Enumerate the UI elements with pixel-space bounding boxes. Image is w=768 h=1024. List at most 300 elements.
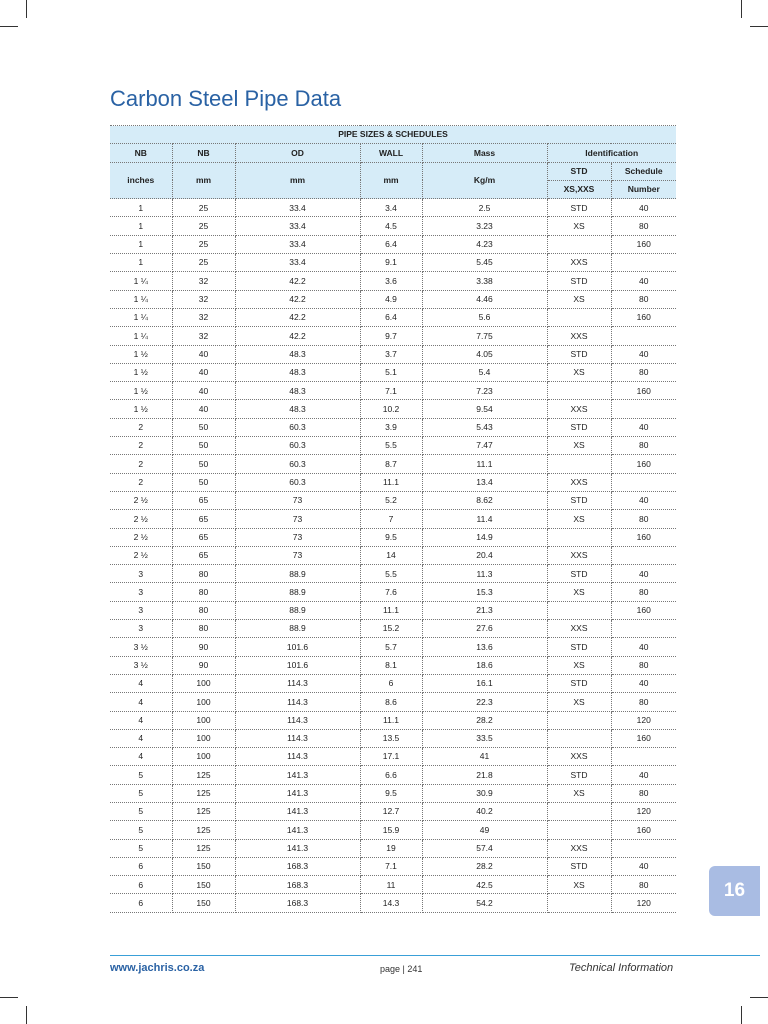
- table-row: [110, 565, 676, 583]
- cell-mass: 49: [422, 821, 547, 839]
- footer-section: Technical Information: [569, 962, 674, 974]
- cell-mass: 11.1: [422, 455, 547, 473]
- cell-mass: 9.54: [422, 400, 547, 418]
- cell-mass: 30.9: [422, 784, 547, 802]
- cell-od: 48.3: [235, 382, 360, 400]
- cell-od: 114.3: [235, 748, 360, 766]
- cell-identification: XXS: [547, 254, 611, 272]
- cell-nb-mm: 150: [172, 876, 235, 894]
- crop-mark: [750, 26, 768, 27]
- table-row: [110, 620, 676, 638]
- cell-nb-mm: 80: [172, 601, 235, 619]
- cell-identification: [547, 528, 611, 546]
- table-row: [110, 601, 676, 619]
- crop-mark: [741, 0, 742, 18]
- cell-wall: 9.5: [360, 784, 422, 802]
- table-row: [110, 400, 676, 418]
- table-row: [110, 327, 676, 345]
- crop-mark: [750, 997, 768, 998]
- cell-nb-mm: 40: [172, 382, 235, 400]
- table-row: [110, 857, 676, 875]
- table-row: [110, 839, 676, 857]
- cell-identification: XS: [547, 217, 611, 235]
- cell-mass: 41: [422, 748, 547, 766]
- crop-mark: [741, 1006, 742, 1024]
- cell-nb-inches: 3: [110, 583, 172, 601]
- cell-nb-mm: 50: [172, 418, 235, 436]
- cell-nb-mm: 65: [172, 491, 235, 509]
- cell-identification: XS: [547, 656, 611, 674]
- cell-mass: 7.47: [422, 437, 547, 455]
- table-row: [110, 491, 676, 509]
- table-row: [110, 802, 676, 820]
- cell-identification: STD: [547, 491, 611, 509]
- header-xs-xxs: XS,XXS: [547, 180, 611, 198]
- cell-nb-mm: 125: [172, 784, 235, 802]
- cell-nb-mm: 125: [172, 821, 235, 839]
- cell-nb-inches: 3: [110, 601, 172, 619]
- cell-nb-mm: 40: [172, 400, 235, 418]
- table-row: [110, 674, 676, 692]
- cell-od: 73: [235, 491, 360, 509]
- cell-schedule: 40: [611, 272, 676, 290]
- cell-mass: 4.46: [422, 290, 547, 308]
- cell-nb-inches: 4: [110, 729, 172, 747]
- cell-od: 33.4: [235, 254, 360, 272]
- header-nb-inches: NB: [110, 144, 172, 162]
- cell-od: 48.3: [235, 400, 360, 418]
- cell-nb-inches: 1 ¼: [110, 327, 172, 345]
- cell-schedule: 80: [611, 290, 676, 308]
- unit-inches: inches: [110, 162, 172, 199]
- cell-od: 73: [235, 546, 360, 564]
- header-mass: Mass: [422, 144, 547, 162]
- cell-schedule: 160: [611, 455, 676, 473]
- cell-mass: 40.2: [422, 802, 547, 820]
- cell-mass: 22.3: [422, 693, 547, 711]
- cell-od: 33.4: [235, 235, 360, 253]
- cell-identification: XXS: [547, 400, 611, 418]
- table-row: [110, 546, 676, 564]
- cell-od: 88.9: [235, 583, 360, 601]
- cell-nb-mm: 100: [172, 711, 235, 729]
- cell-nb-inches: 4: [110, 748, 172, 766]
- cell-wall: 8.1: [360, 656, 422, 674]
- cell-od: 141.3: [235, 784, 360, 802]
- cell-nb-inches: 1 ½: [110, 345, 172, 363]
- crop-mark: [26, 0, 27, 18]
- cell-identification: XS: [547, 583, 611, 601]
- cell-identification: STD: [547, 565, 611, 583]
- cell-mass: 21.8: [422, 766, 547, 784]
- table-row: [110, 784, 676, 802]
- cell-wall: 8.7: [360, 455, 422, 473]
- cell-wall: 15.2: [360, 620, 422, 638]
- cell-wall: 8.6: [360, 693, 422, 711]
- cell-schedule: 40: [611, 199, 676, 217]
- cell-schedule: 160: [611, 729, 676, 747]
- cell-schedule: 40: [611, 418, 676, 436]
- table-row: [110, 876, 676, 894]
- cell-schedule: 160: [611, 235, 676, 253]
- cell-mass: 3.38: [422, 272, 547, 290]
- page-title: Carbon Steel Pipe Data: [110, 86, 342, 111]
- cell-identification: [547, 601, 611, 619]
- cell-nb-inches: 2 ½: [110, 528, 172, 546]
- header-std: STD: [547, 162, 611, 180]
- cell-identification: STD: [547, 272, 611, 290]
- header-nb-mm: NB: [172, 144, 235, 162]
- cell-identification: STD: [547, 638, 611, 656]
- cell-schedule: 160: [611, 382, 676, 400]
- cell-nb-mm: 80: [172, 583, 235, 601]
- cell-wall: 5.2: [360, 491, 422, 509]
- footer-website: www.jachris.co.za: [110, 962, 205, 974]
- table-row: [110, 766, 676, 784]
- cell-nb-mm: 100: [172, 729, 235, 747]
- cell-nb-inches: 3 ½: [110, 656, 172, 674]
- cell-mass: 16.1: [422, 674, 547, 692]
- cell-nb-mm: 80: [172, 620, 235, 638]
- cell-nb-mm: 150: [172, 894, 235, 912]
- cell-mass: 5.45: [422, 254, 547, 272]
- cell-wall: 11.1: [360, 473, 422, 491]
- cell-nb-inches: 1: [110, 199, 172, 217]
- crop-mark: [0, 26, 18, 27]
- cell-mass: 42.5: [422, 876, 547, 894]
- table-row: [110, 382, 676, 400]
- cell-mass: 20.4: [422, 546, 547, 564]
- cell-nb-inches: 2: [110, 455, 172, 473]
- cell-nb-inches: 2: [110, 418, 172, 436]
- table-row: [110, 656, 676, 674]
- cell-nb-inches: 5: [110, 766, 172, 784]
- cell-schedule: 80: [611, 876, 676, 894]
- table-row: [110, 455, 676, 473]
- cell-nb-mm: 80: [172, 565, 235, 583]
- cell-schedule: 40: [611, 565, 676, 583]
- cell-od: 60.3: [235, 437, 360, 455]
- cell-od: 114.3: [235, 693, 360, 711]
- cell-wall: 3.6: [360, 272, 422, 290]
- table-row: [110, 748, 676, 766]
- cell-nb-inches: 5: [110, 839, 172, 857]
- cell-od: 42.2: [235, 290, 360, 308]
- cell-nb-mm: 125: [172, 766, 235, 784]
- cell-nb-mm: 65: [172, 510, 235, 528]
- table-row: [110, 729, 676, 747]
- cell-identification: STD: [547, 418, 611, 436]
- cell-nb-inches: 1: [110, 254, 172, 272]
- cell-schedule: 40: [611, 857, 676, 875]
- cell-mass: 13.6: [422, 638, 547, 656]
- cell-mass: 5.6: [422, 308, 547, 326]
- cell-schedule: 40: [611, 674, 676, 692]
- cell-schedule: [611, 748, 676, 766]
- cell-od: 60.3: [235, 418, 360, 436]
- cell-wall: 6.6: [360, 766, 422, 784]
- cell-schedule: [611, 254, 676, 272]
- crop-mark: [26, 1006, 27, 1024]
- table-row: [110, 437, 676, 455]
- cell-wall: 17.1: [360, 748, 422, 766]
- unit-mm: mm: [172, 162, 235, 199]
- cell-wall: 9.1: [360, 254, 422, 272]
- cell-identification: [547, 235, 611, 253]
- table-row: [110, 235, 676, 253]
- cell-schedule: [611, 546, 676, 564]
- cell-nb-inches: 6: [110, 876, 172, 894]
- cell-wall: 6.4: [360, 235, 422, 253]
- cell-schedule: 120: [611, 894, 676, 912]
- cell-schedule: 160: [611, 601, 676, 619]
- table-body: [110, 199, 676, 913]
- pipe-data-table: [110, 125, 676, 913]
- cell-nb-mm: 90: [172, 656, 235, 674]
- cell-od: 114.3: [235, 711, 360, 729]
- cell-nb-inches: 3: [110, 620, 172, 638]
- cell-mass: 15.3: [422, 583, 547, 601]
- cell-od: 42.2: [235, 308, 360, 326]
- cell-wall: 6.4: [360, 308, 422, 326]
- table-row: [110, 363, 676, 381]
- cell-identification: STD: [547, 199, 611, 217]
- cell-od: 114.3: [235, 729, 360, 747]
- cell-identification: XS: [547, 876, 611, 894]
- cell-od: 141.3: [235, 766, 360, 784]
- unit-wall-mm: mm: [360, 162, 422, 199]
- cell-nb-mm: 50: [172, 437, 235, 455]
- table-caption: PIPE SIZES & SCHEDULES: [110, 126, 676, 144]
- cell-schedule: 40: [611, 638, 676, 656]
- cell-schedule: 160: [611, 528, 676, 546]
- cell-od: 101.6: [235, 638, 360, 656]
- cell-nb-mm: 100: [172, 674, 235, 692]
- cell-schedule: 80: [611, 583, 676, 601]
- cell-mass: 11.3: [422, 565, 547, 583]
- cell-od: 33.4: [235, 199, 360, 217]
- table-row: [110, 638, 676, 656]
- cell-identification: STD: [547, 857, 611, 875]
- table-row: [110, 290, 676, 308]
- cell-mass: 18.6: [422, 656, 547, 674]
- table-row: [110, 254, 676, 272]
- cell-schedule: 80: [611, 656, 676, 674]
- cell-mass: 54.2: [422, 894, 547, 912]
- cell-nb-mm: 65: [172, 546, 235, 564]
- cell-nb-mm: 50: [172, 455, 235, 473]
- cell-wall: 13.5: [360, 729, 422, 747]
- cell-mass: 2.5: [422, 199, 547, 217]
- cell-schedule: [611, 400, 676, 418]
- header-wall: WALL: [360, 144, 422, 162]
- cell-schedule: 160: [611, 308, 676, 326]
- cell-nb-inches: 1: [110, 217, 172, 235]
- cell-wall: 5.1: [360, 363, 422, 381]
- cell-identification: XXS: [547, 620, 611, 638]
- cell-wall: 7.6: [360, 583, 422, 601]
- cell-schedule: 80: [611, 363, 676, 381]
- table-row: [110, 510, 676, 528]
- cell-identification: STD: [547, 766, 611, 784]
- cell-identification: [547, 382, 611, 400]
- cell-nb-mm: 40: [172, 345, 235, 363]
- cell-schedule: [611, 327, 676, 345]
- cell-identification: XS: [547, 784, 611, 802]
- cell-nb-mm: 32: [172, 272, 235, 290]
- cell-nb-mm: 40: [172, 363, 235, 381]
- cell-wall: 10.2: [360, 400, 422, 418]
- cell-schedule: [611, 620, 676, 638]
- cell-nb-inches: 1 ¼: [110, 272, 172, 290]
- cell-schedule: 80: [611, 217, 676, 235]
- cell-od: 168.3: [235, 876, 360, 894]
- cell-wall: 5.5: [360, 437, 422, 455]
- cell-identification: XXS: [547, 546, 611, 564]
- cell-wall: 12.7: [360, 802, 422, 820]
- cell-identification: XS: [547, 437, 611, 455]
- cell-nb-inches: 1 ¼: [110, 290, 172, 308]
- header-schedule: Schedule: [611, 162, 676, 180]
- cell-wall: 19: [360, 839, 422, 857]
- cell-identification: [547, 894, 611, 912]
- cell-mass: 5.43: [422, 418, 547, 436]
- cell-wall: 5.7: [360, 638, 422, 656]
- cell-identification: [547, 455, 611, 473]
- cell-wall: 9.5: [360, 528, 422, 546]
- cell-mass: 7.23: [422, 382, 547, 400]
- table-row: [110, 528, 676, 546]
- cell-od: 48.3: [235, 345, 360, 363]
- cell-mass: 57.4: [422, 839, 547, 857]
- cell-identification: [547, 821, 611, 839]
- table-row: [110, 418, 676, 436]
- table-row: [110, 894, 676, 912]
- footer-page-number: page | 241: [380, 964, 423, 974]
- cell-nb-inches: 1 ½: [110, 400, 172, 418]
- cell-wall: 11: [360, 876, 422, 894]
- cell-mass: 7.75: [422, 327, 547, 345]
- cell-schedule: 80: [611, 693, 676, 711]
- cell-od: 60.3: [235, 455, 360, 473]
- cell-od: 168.3: [235, 894, 360, 912]
- table-row: [110, 272, 676, 290]
- table-row: [110, 217, 676, 235]
- cell-nb-inches: 4: [110, 711, 172, 729]
- cell-nb-inches: 1 ¼: [110, 308, 172, 326]
- cell-od: 141.3: [235, 839, 360, 857]
- cell-od: 73: [235, 528, 360, 546]
- cell-nb-mm: 50: [172, 473, 235, 491]
- cell-schedule: 80: [611, 510, 676, 528]
- cell-mass: 4.23: [422, 235, 547, 253]
- cell-nb-mm: 100: [172, 748, 235, 766]
- cell-identification: [547, 802, 611, 820]
- cell-od: 168.3: [235, 857, 360, 875]
- cell-nb-mm: 100: [172, 693, 235, 711]
- cell-schedule: 40: [611, 345, 676, 363]
- cell-nb-inches: 5: [110, 802, 172, 820]
- cell-nb-inches: 2 ½: [110, 546, 172, 564]
- cell-nb-inches: 2: [110, 473, 172, 491]
- table-row: [110, 711, 676, 729]
- footer-rule: [110, 955, 760, 956]
- cell-nb-inches: 3: [110, 565, 172, 583]
- cell-schedule: 120: [611, 711, 676, 729]
- cell-nb-mm: 25: [172, 254, 235, 272]
- cell-wall: 14: [360, 546, 422, 564]
- table-row: [110, 199, 676, 217]
- cell-nb-inches: 1: [110, 235, 172, 253]
- cell-mass: 13.4: [422, 473, 547, 491]
- cell-nb-mm: 25: [172, 199, 235, 217]
- cell-od: 88.9: [235, 620, 360, 638]
- cell-mass: 11.4: [422, 510, 547, 528]
- cell-wall: 3.4: [360, 199, 422, 217]
- cell-nb-mm: 125: [172, 839, 235, 857]
- cell-nb-mm: 32: [172, 327, 235, 345]
- cell-od: 88.9: [235, 565, 360, 583]
- header-identification: Identification: [547, 144, 676, 162]
- cell-od: 42.2: [235, 272, 360, 290]
- cell-wall: 11.1: [360, 711, 422, 729]
- cell-nb-inches: 5: [110, 821, 172, 839]
- cell-identification: XS: [547, 290, 611, 308]
- page-tab-badge: 16: [709, 866, 760, 916]
- cell-od: 114.3: [235, 674, 360, 692]
- cell-identification: XS: [547, 510, 611, 528]
- cell-mass: 3.23: [422, 217, 547, 235]
- cell-schedule: 160: [611, 821, 676, 839]
- cell-nb-mm: 32: [172, 290, 235, 308]
- cell-mass: 28.2: [422, 711, 547, 729]
- cell-schedule: 40: [611, 491, 676, 509]
- cell-identification: XXS: [547, 473, 611, 491]
- cell-nb-mm: 90: [172, 638, 235, 656]
- table-row: [110, 693, 676, 711]
- cell-identification: XXS: [547, 839, 611, 857]
- cell-od: 42.2: [235, 327, 360, 345]
- cell-nb-inches: 1 ½: [110, 363, 172, 381]
- cell-mass: 21.3: [422, 601, 547, 619]
- table-row: [110, 345, 676, 363]
- cell-wall: 4.5: [360, 217, 422, 235]
- cell-wall: 7.1: [360, 857, 422, 875]
- cell-nb-mm: 25: [172, 217, 235, 235]
- cell-schedule: 80: [611, 437, 676, 455]
- cell-nb-mm: 65: [172, 528, 235, 546]
- cell-identification: STD: [547, 674, 611, 692]
- cell-wall: 3.9: [360, 418, 422, 436]
- cell-od: 33.4: [235, 217, 360, 235]
- cell-mass: 5.4: [422, 363, 547, 381]
- table-row: [110, 583, 676, 601]
- cell-od: 88.9: [235, 601, 360, 619]
- cell-nb-inches: 4: [110, 693, 172, 711]
- cell-nb-inches: 2 ½: [110, 491, 172, 509]
- cell-nb-mm: 32: [172, 308, 235, 326]
- cell-schedule: [611, 473, 676, 491]
- cell-identification: XXS: [547, 327, 611, 345]
- cell-identification: XS: [547, 693, 611, 711]
- table-row: [110, 821, 676, 839]
- cell-mass: 8.62: [422, 491, 547, 509]
- header-number: Number: [611, 180, 676, 198]
- cell-schedule: [611, 839, 676, 857]
- cell-identification: XS: [547, 363, 611, 381]
- cell-wall: 15.9: [360, 821, 422, 839]
- cell-mass: 27.6: [422, 620, 547, 638]
